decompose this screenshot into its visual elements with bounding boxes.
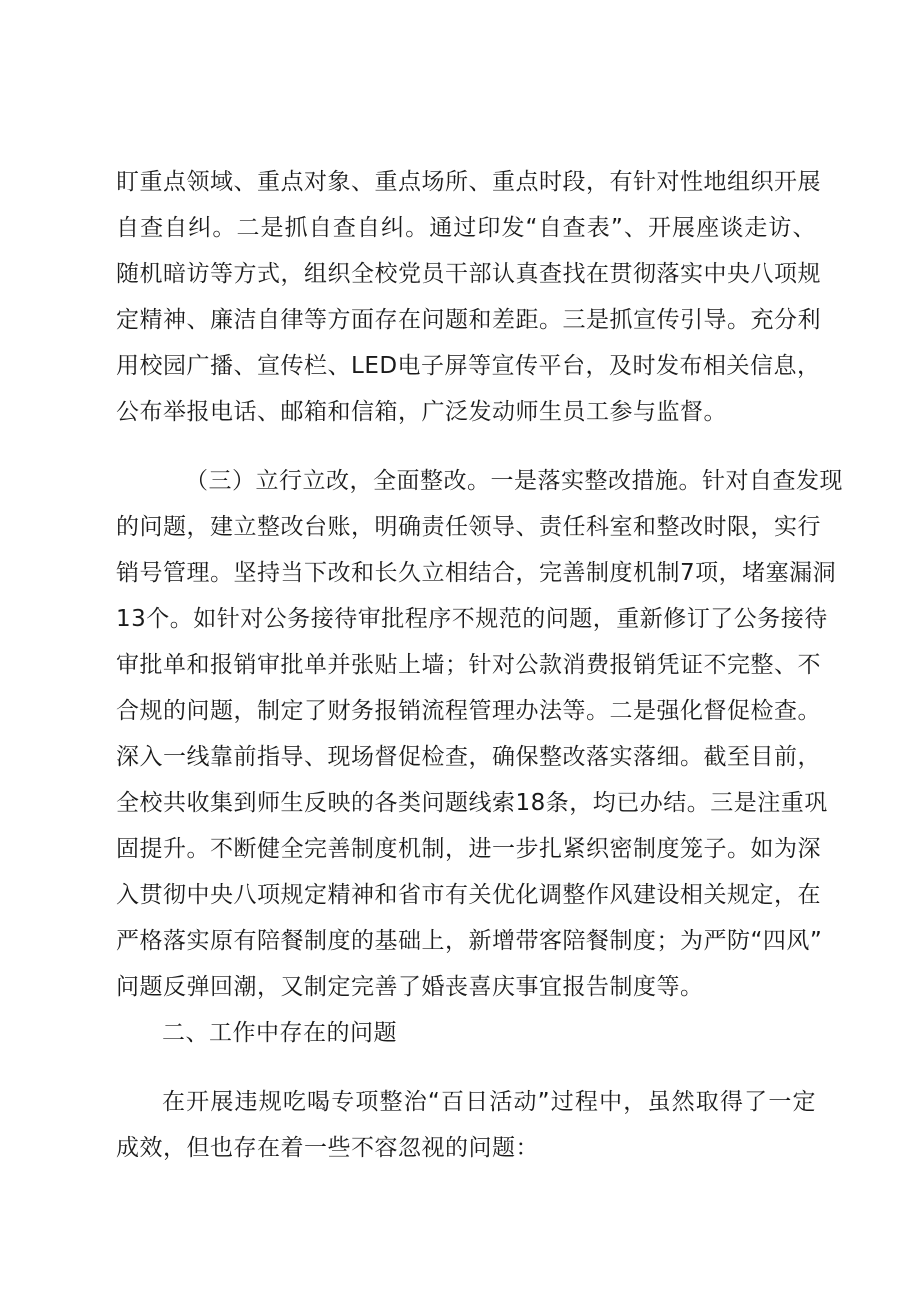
paragraph-1-line-3: 随机暗访等方式，组织全校党员干部认真查找在贯彻落实中央八项规 bbox=[116, 261, 821, 287]
paragraph-3-line-1: 在开展违规吃喝专项整治“百日活动”过程中，虽然取得了一定 bbox=[162, 1089, 816, 1115]
paragraph-2-line-9: 固提升。不断健全完善制度机制，进一步扎紧织密制度笼子。如为深 bbox=[116, 836, 821, 862]
paragraph-2-line-7: 深入一线靠前指导、现场督促检查，确保整改落实落细。截至目前， bbox=[116, 744, 821, 770]
paragraph-2-line-2: 的问题，建立整改台账，明确责任领导、责任科室和整改时限，实行 bbox=[116, 514, 821, 540]
paragraph-1-line-6: 公布举报电话、邮箱和信箱，广泛发动师生员工参与监督。 bbox=[116, 399, 727, 425]
paragraph-2-line-5: 审批单和报销审批单并张贴上墙；针对公款消费报销凭证不完整、不 bbox=[116, 652, 821, 678]
paragraph-1-line-4: 定精神、廉洁自律等方面存在问题和差距。三是抓宣传引导。充分利 bbox=[116, 307, 821, 333]
paragraph-1-line-5: 用校园广播、宣传栏、LED电子屏等宣传平台，及时发布相关信息， bbox=[116, 353, 821, 379]
paragraph-1-line-2: 自查自纠。二是抓自查自纠。通过印发“自查表”、开展座谈走访、 bbox=[116, 215, 816, 241]
paragraph-2-line-1: （三）立行立改，全面整改。一是落实整改措施。针对自查发现 bbox=[185, 468, 843, 494]
paragraph-2-line-12: 问题反弹回潮，又制定完善了婚丧喜庆事宜报告制度等。 bbox=[116, 974, 704, 1000]
paragraph-2-line-8: 全校共收集到师生反映的各类问题线索18条，均已办结。三是注重巩 bbox=[116, 790, 828, 816]
paragraph-2-line-6: 合规的问题，制定了财务报销流程管理办法等。二是强化督促检查。 bbox=[116, 698, 821, 724]
paragraph-2-line-11: 严格落实原有陪餐制度的基础上，新增带客陪餐制度；为严防“四风” bbox=[116, 928, 823, 954]
paragraph-1-line-1: 盯重点领域、重点对象、重点场所、重点时段，有针对性地组织开展 bbox=[116, 169, 821, 195]
paragraph-2-line-4: 13个。如针对公务接待审批程序不规范的问题，重新修订了公务接待 bbox=[116, 606, 828, 632]
paragraph-2-line-3: 销号管理。坚持当下改和长久立相结合，完善制度机制7项，堵塞漏洞 bbox=[116, 560, 837, 586]
paragraph-3-line-2: 成效，但也存在着一些不容忽视的问题： bbox=[116, 1135, 539, 1161]
section-heading: 二、工作中存在的问题 bbox=[162, 1020, 397, 1046]
paragraph-2-line-10: 入贯彻中央八项规定精神和省市有关优化调整作风建设相关规定，在 bbox=[116, 882, 821, 908]
